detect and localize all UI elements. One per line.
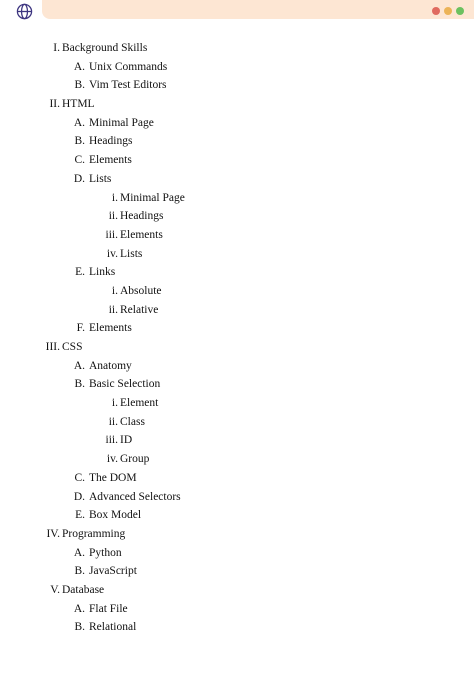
outline-item-level-2 <box>0 357 474 376</box>
outline-label: Advanced Selectors <box>89 490 181 503</box>
outline-label: Relational <box>89 621 137 634</box>
outline-item-level-3 <box>0 301 474 320</box>
outline-marker: B. <box>74 79 85 92</box>
outline-item-level-3 <box>0 282 474 301</box>
outline-marker: B. <box>74 621 85 634</box>
outline-marker: III. <box>45 341 60 353</box>
outline-marker: ii. <box>108 415 118 428</box>
outline-label: Elements <box>89 154 132 167</box>
outline-item-level-2 <box>0 170 474 189</box>
outline-marker: iii. <box>105 228 118 241</box>
outline-label: Class <box>120 415 145 428</box>
outline-marker: iii. <box>105 434 118 447</box>
outline-marker: i. <box>111 284 118 297</box>
outline-item-level-2 <box>0 319 474 338</box>
outline-item-level-3 <box>0 207 474 226</box>
title-bar-strip <box>42 0 474 19</box>
outline-marker: A. <box>73 602 85 615</box>
outline-label: Database <box>62 583 105 596</box>
outline-item-level-3 <box>0 189 474 208</box>
outline-marker: iv. <box>106 247 118 260</box>
outline-marker: B. <box>74 135 85 148</box>
outline-item-level-3 <box>0 226 474 245</box>
outline-marker: V. <box>50 583 60 596</box>
outline-label: Group <box>120 453 150 466</box>
outline-marker: B. <box>74 378 85 391</box>
outline-item-level-2 <box>0 375 474 394</box>
outline-label: Relative <box>120 303 159 316</box>
outline-label: Minimal Page <box>120 191 185 204</box>
outline-marker: A. <box>73 359 85 372</box>
outline-item-level-2 <box>0 114 474 133</box>
browser-logo[interactable] <box>6 0 42 29</box>
outline-marker: i. <box>111 191 118 204</box>
outline-label: Python <box>89 546 122 559</box>
outline-marker: I. <box>53 42 60 54</box>
outline-marker: E. <box>75 509 85 522</box>
outline-marker: F. <box>76 322 85 335</box>
outline-label: The DOM <box>89 471 137 484</box>
outline-label: JavaScript <box>89 565 137 578</box>
outline-item-level-2 <box>0 132 474 151</box>
outline-item-level-2 <box>0 469 474 488</box>
outline-marker: ii. <box>108 303 118 316</box>
outline-label: Box Model <box>89 509 142 522</box>
outline-item-level-3 <box>0 431 474 450</box>
outline-label: Lists <box>89 172 112 185</box>
outline-label: Absolute <box>120 284 162 297</box>
outline-label: Lists <box>120 247 143 260</box>
outline-item-level-1 <box>0 581 474 600</box>
outline-label: Background Skills <box>62 42 148 54</box>
outline-marker: i. <box>111 397 118 410</box>
outline-label: Elements <box>120 228 163 241</box>
outline-item-level-2 <box>0 618 474 637</box>
outline-label: CSS <box>62 341 83 353</box>
outline-marker: IV. <box>46 527 60 540</box>
outline-label: Element <box>120 397 159 410</box>
close-button[interactable] <box>432 7 440 15</box>
outline-label: Headings <box>89 135 133 148</box>
outline-marker: D. <box>73 490 85 503</box>
outline-marker: D. <box>73 172 85 185</box>
outline-item-level-1 <box>0 338 474 357</box>
outline-label: Minimal Page <box>89 116 154 129</box>
outline-item-level-3 <box>0 450 474 469</box>
outline-marker: B. <box>74 565 85 578</box>
outline-item-level-2 <box>0 58 474 77</box>
outline-item-level-2 <box>0 76 474 95</box>
course-outline <box>0 39 474 637</box>
outline-marker: C. <box>74 471 85 484</box>
outline-item-level-2 <box>0 488 474 507</box>
outline-label: Links <box>89 266 116 279</box>
outline-marker: ii. <box>108 210 118 223</box>
outline-marker: II. <box>49 98 60 111</box>
outline-item-level-3 <box>0 413 474 432</box>
outline-marker: A. <box>73 60 85 73</box>
outline-item-level-2 <box>0 562 474 581</box>
outline-marker: A. <box>73 116 85 129</box>
outline-label: Unix Commands <box>89 60 168 73</box>
maximize-button[interactable] <box>456 7 464 15</box>
globe-icon <box>16 3 33 20</box>
outline-item-level-1 <box>0 525 474 544</box>
outline-item-level-2 <box>0 263 474 282</box>
outline-label: Flat File <box>89 602 128 615</box>
outline-marker: E. <box>75 266 85 279</box>
outline-item-level-3 <box>0 245 474 264</box>
outline-item-level-2 <box>0 600 474 619</box>
outline-item-level-2 <box>0 544 474 563</box>
outline-label: Elements <box>89 322 132 335</box>
title-bar <box>0 0 474 22</box>
outline-marker: A. <box>73 546 85 559</box>
outline-label: Headings <box>120 210 164 223</box>
outline-item-level-2 <box>0 506 474 525</box>
outline-label: Vim Test Editors <box>89 79 167 92</box>
outline-marker: C. <box>74 154 85 167</box>
outline-item-level-3 <box>0 394 474 413</box>
outline-label: ID <box>120 434 133 447</box>
outline-item-level-1 <box>0 95 474 114</box>
outline-marker: iv. <box>106 453 118 466</box>
minimize-button[interactable] <box>444 7 452 15</box>
outline-label: Programming <box>62 527 126 540</box>
outline-label: Basic Selection <box>89 378 161 391</box>
outline-item-level-1 <box>0 39 474 58</box>
window-controls <box>432 7 464 15</box>
outline-label: HTML <box>62 98 95 111</box>
outline-label: Anatomy <box>89 359 132 372</box>
outline-item-level-2 <box>0 151 474 170</box>
